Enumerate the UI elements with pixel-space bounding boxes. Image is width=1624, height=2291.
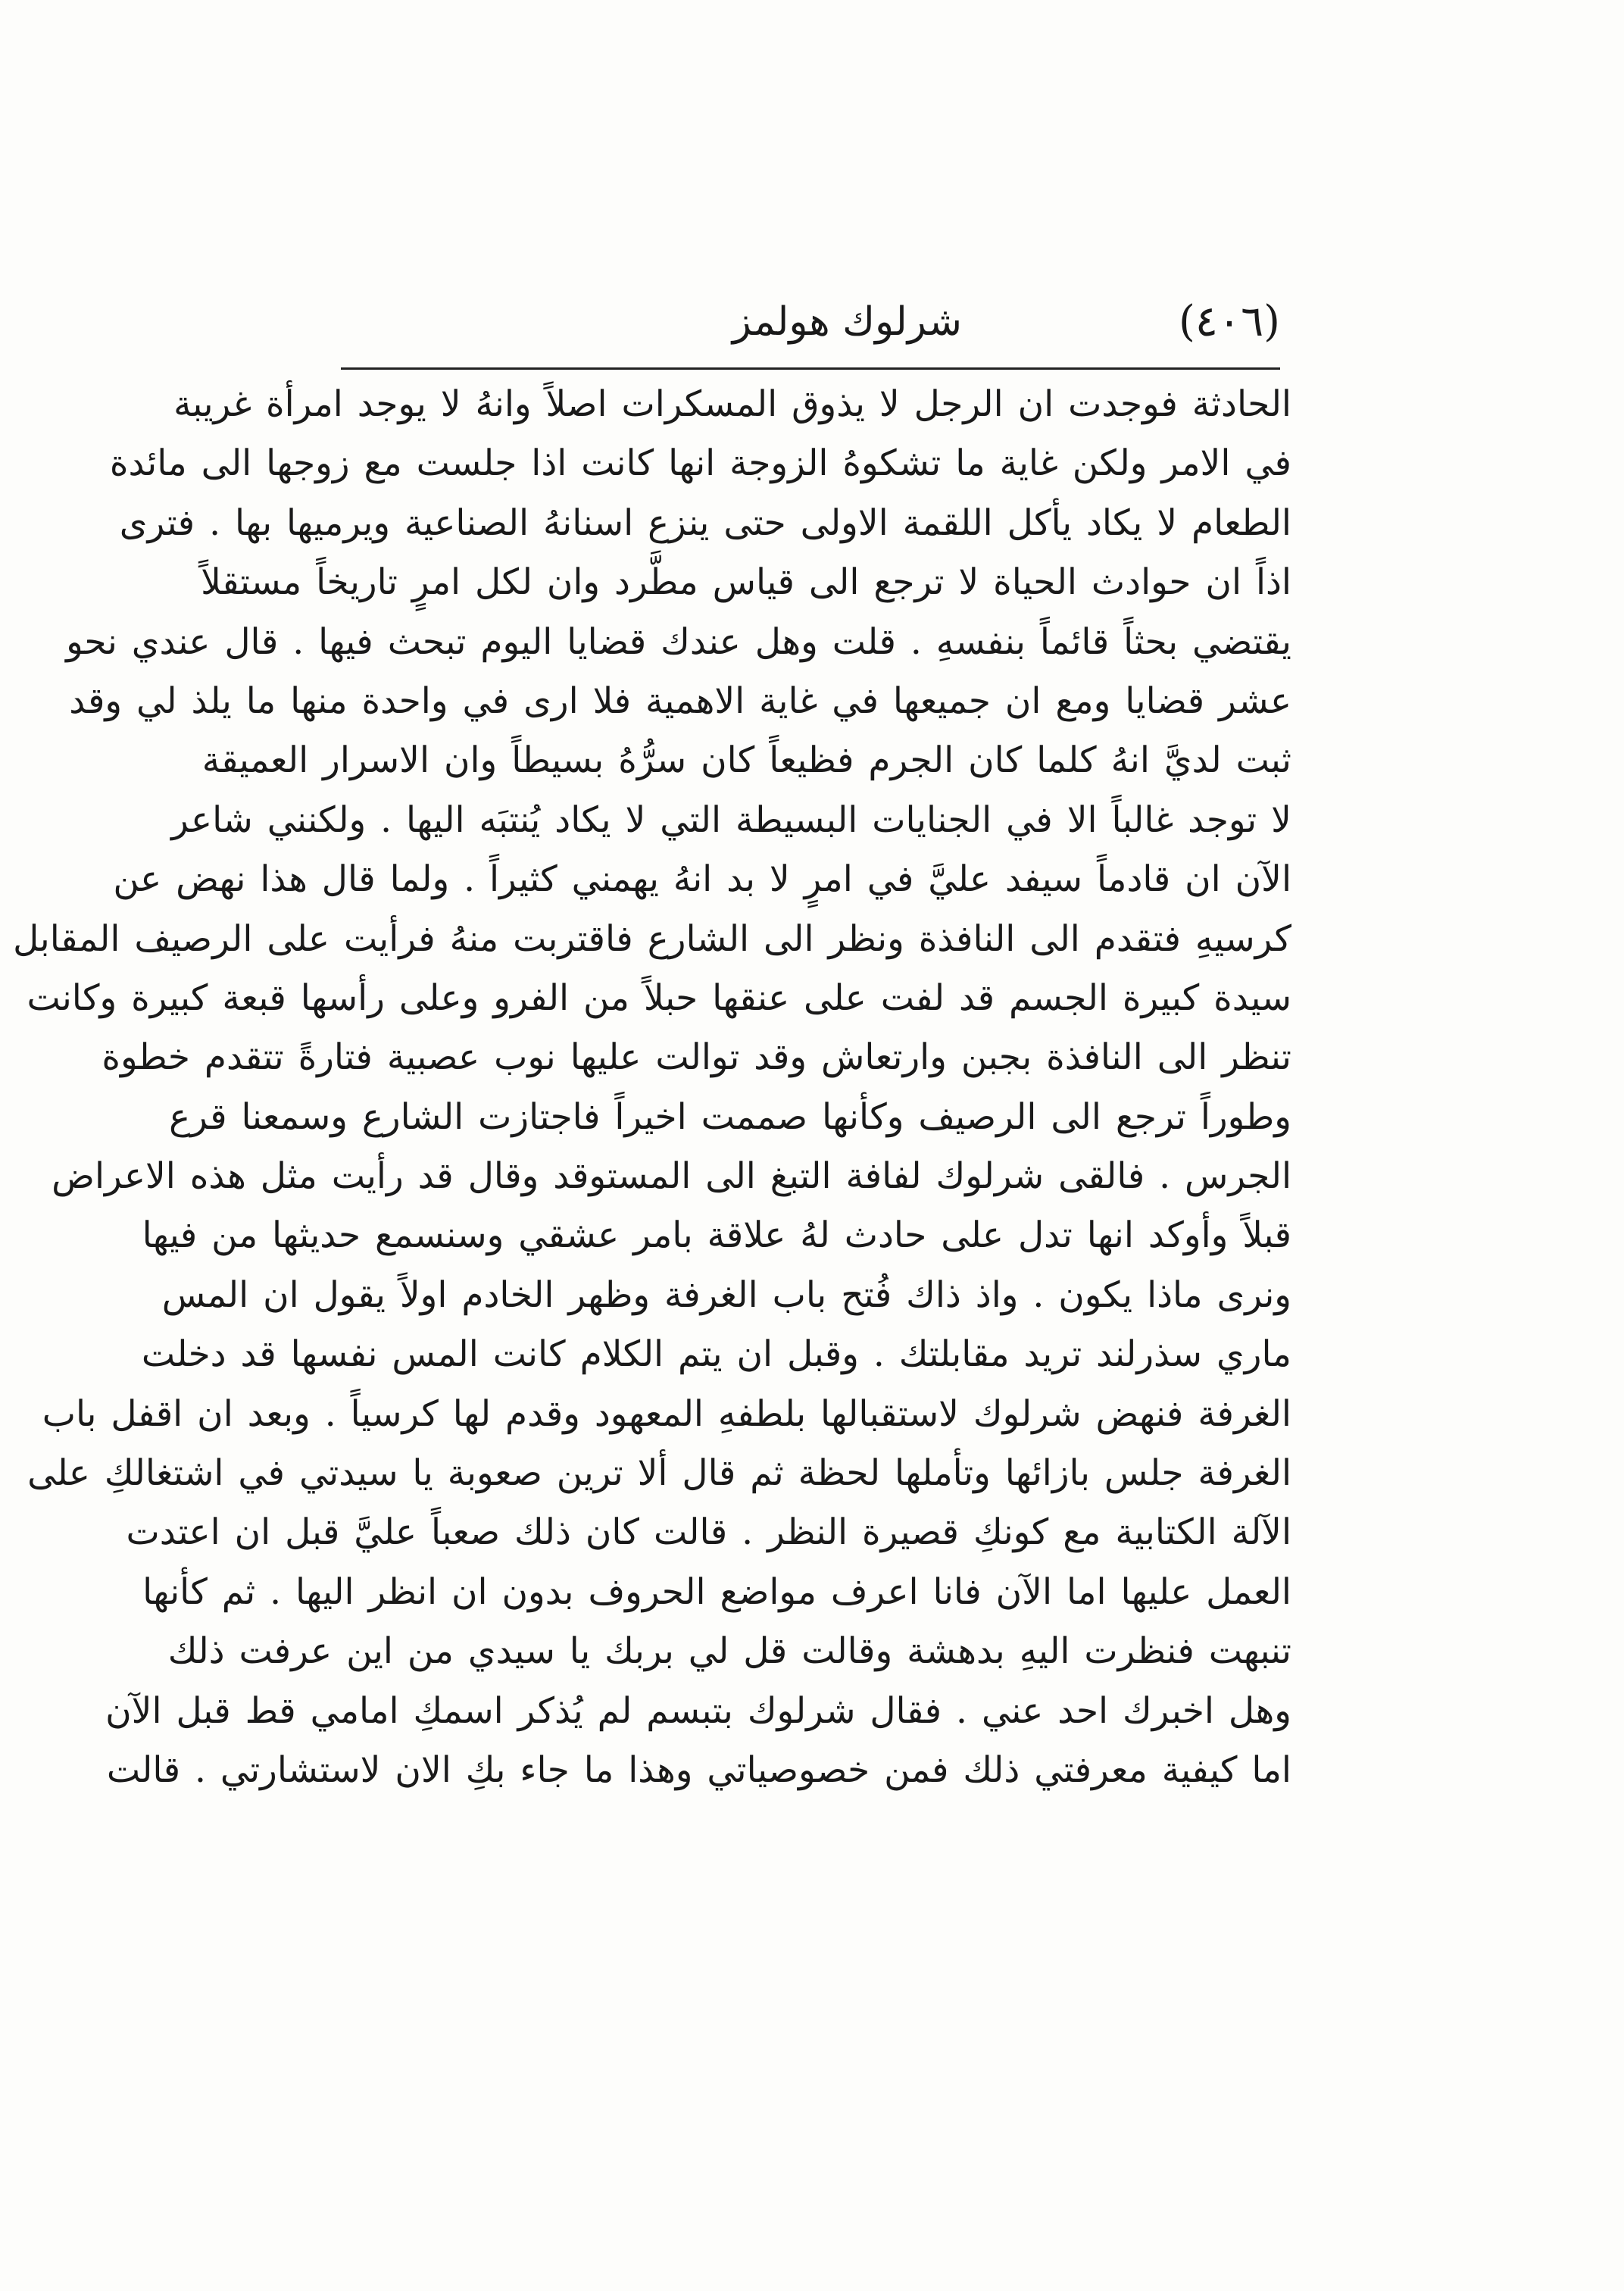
text-line: وطوراً ترجع الى الرصيف وكأنها صممت اخيراً فاجتازت الشارع وسمعنا قرع xyxy=(169,1095,1291,1138)
text-line: تنظر الى النافذة بجبن وارتعاش وقد توالت عليها نوب عصبية فتارةً تتقدم خطوة xyxy=(102,1036,1291,1079)
page-header xyxy=(341,284,1280,367)
text-line: ونرى ماذا يكون . واذ ذاك فُتح باب الغرفة وظهر الخادم اولاً يقول ان المس xyxy=(161,1274,1291,1316)
text-line: ماري سذرلند تريد مقابلتك . وقبل ان يتم الكلام كانت المس نفسها قد دخلت xyxy=(141,1333,1291,1376)
text-line: الطعام لا يكاد يأكل اللقمة الاولى حتى ينزع اسنانهُ الصناعية ويرميها بها . فترى xyxy=(119,502,1291,544)
text-line: عشر قضايا ومع ان جميعها في غاية الاهمية فلا ارى في واحدة منها ما يلذ لي وقد xyxy=(69,680,1291,722)
header-rule xyxy=(341,367,1280,370)
text-line: الجرس . فالقى شرلوك لفافة التبغ الى المستوقد وقال قد رأيت مثل هذه الاعراض xyxy=(52,1155,1291,1198)
text-line: الغرفة فنهض شرلوك لاستقبالها بلطفهِ المعهود وقدم لها كرسياً . وبعد ان اقفل باب xyxy=(42,1392,1291,1435)
text-line: قبلاً وأوكد انها تدل على حادث لهُ علاقة بامر عشقي وسنسمع حديثها من فيها xyxy=(142,1214,1291,1257)
text-line: الآن ان قادماً سيفد عليَّ في امرٍ لا بد انهُ يهمني كثيراً . ولما قال هذا نهض عن xyxy=(113,858,1291,901)
text-line: كرسيهِ فتقدم الى النافذة ونظر الى الشارع فاقتربت منهُ فرأيت على الرصيف المقابل xyxy=(13,917,1291,960)
text-line: الحادثة فوجدت ان الرجل لا يذوق المسكرات اصلاً وانهُ لا يوجد امرأة غريبة xyxy=(173,383,1291,425)
text-line: اما كيفية معرفتي ذلك فمن خصوصياتي وهذا ما جاء بكِ الان لاستشارتي . قالت xyxy=(106,1749,1291,1791)
text-line: الآلة الكتابية مع كونكِ قصيرة النظر . قالت كان ذلك صعباً عليَّ قبل ان اعتدت xyxy=(126,1511,1291,1554)
text-line: لا توجد غالباً الا في الجنايات البسيطة التي لا يكاد يُنتبَه اليها . ولكنني شاعر xyxy=(171,799,1291,841)
text-line: في الامر ولكن غاية ما تشكوهُ الزوجة انها كانت اذا جلست مع زوجها الى مائدة xyxy=(109,442,1291,485)
running-title: شرلوك هولمز xyxy=(732,299,962,345)
text-line: يقتضي بحثاً قائماً بنفسهِ . قلت وهل عندك قضايا اليوم تبحث فيها . قال عندي نحو xyxy=(66,620,1291,663)
text-line: ثبت لديَّ انهُ كلما كان الجرم فظيعاً كان سرُّهُ بسيطاً وان الاسرار العميقة xyxy=(201,739,1291,782)
text-line: سيدة كبيرة الجسم قد لفت على عنقها حبلاً من الفرو وعلى رأسها قبعة كبيرة وكانت xyxy=(27,977,1291,1019)
text-line: تنبهت فنظرت اليهِ بدهشة وقالت قل لي بربك يا سيدي من اين عرفت ذلك xyxy=(167,1630,1291,1673)
text-line: وهل اخبرك احد عني . فقال شرلوك بتبسم لم يُذكر اسمكِ امامي قط قبل الآن xyxy=(105,1689,1291,1732)
body-text xyxy=(13,375,1291,1800)
page-number: (٤٠٦) xyxy=(1179,297,1280,346)
text-line: العمل عليها اما الآن فانا اعرف مواضع الحروف بدون ان انظر اليها . ثم كأنها xyxy=(142,1571,1291,1613)
text-line: الغرفة جلس بازائها وتأملها لحظة ثم قال ألا ترين صعوبة يا سيدتي في اشتغالكِ على xyxy=(27,1452,1291,1495)
text-line: اذاً ان حوادث الحياة لا ترجع الى قياس مطَّرد وان لكل امرٍ تاريخاً مستقلاً xyxy=(201,561,1291,604)
